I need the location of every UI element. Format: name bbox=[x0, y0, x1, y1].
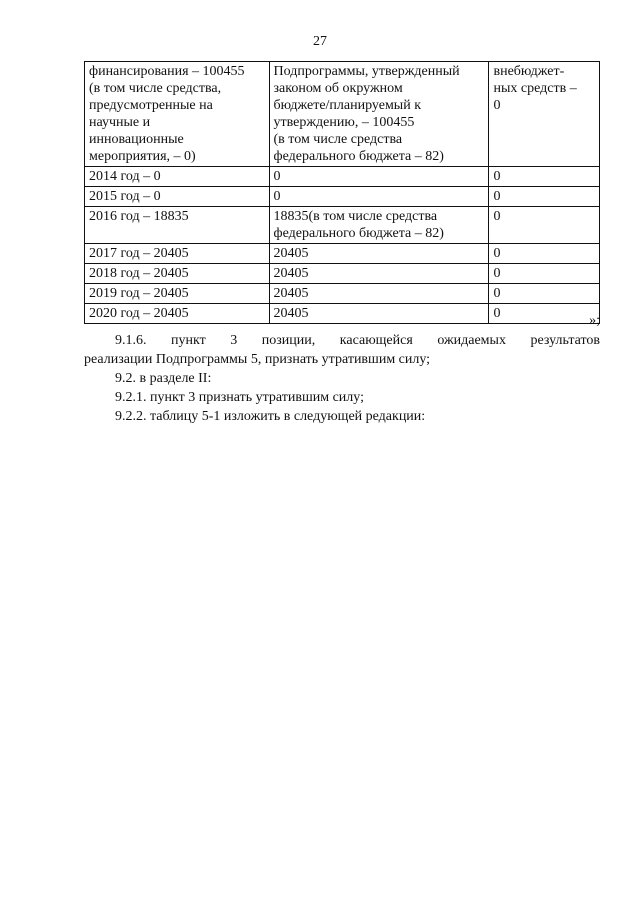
cell-line: научные и bbox=[89, 115, 151, 130]
paragraph-9-1-6 bbox=[84, 331, 600, 369]
table-cell-c1 bbox=[85, 167, 270, 187]
table-cell-c1 bbox=[85, 187, 270, 207]
financing-table bbox=[84, 61, 600, 324]
paragraph-9-1-6-line-1: 9.1.6. пункт 3 позиции, касающейся ожидаемых результатов bbox=[115, 333, 600, 348]
cell-line: 0 bbox=[493, 209, 501, 224]
cell-line: 20405 bbox=[273, 266, 309, 281]
cell-line: (в том числе средства bbox=[273, 132, 403, 147]
table-cell-c1 bbox=[85, 207, 270, 244]
closing-quote: »; bbox=[589, 313, 600, 328]
table-cell-c3 bbox=[489, 62, 600, 167]
paragraph-9-2-1: 9.2.1. пункт 3 признать утратившим силу; bbox=[115, 390, 364, 405]
cell-line: 0 bbox=[493, 98, 501, 113]
cell-line: федерального бюджета – 82) bbox=[273, 226, 444, 241]
cell-line: 2019 год – 20405 bbox=[89, 286, 189, 301]
cell-line: 20405 bbox=[273, 286, 309, 301]
table-cell-c3 bbox=[489, 244, 600, 264]
table-row bbox=[85, 284, 600, 304]
cell-line: утверждению, – 100455 bbox=[273, 115, 415, 130]
table-cell-c2 bbox=[269, 284, 489, 304]
cell-line: 0 bbox=[493, 189, 501, 204]
cell-line: федерального бюджета – 82) bbox=[273, 149, 444, 164]
table-row bbox=[85, 264, 600, 284]
table-cell-c3 bbox=[489, 187, 600, 207]
table-cell-c2 bbox=[269, 264, 489, 284]
table-cell-c3 bbox=[489, 167, 600, 187]
paragraph-9-2-2: 9.2.2. таблицу 5-1 изложить в следующей редакции: bbox=[115, 409, 426, 424]
cell-line: 2020 год – 20405 bbox=[89, 306, 189, 321]
table-cell-c3 bbox=[489, 264, 600, 284]
cell-line: 2016 год – 18835 bbox=[89, 209, 189, 224]
cell-line: 0 bbox=[273, 169, 281, 184]
table-row bbox=[85, 207, 600, 244]
table-cell-c2 bbox=[269, 62, 489, 167]
cell-line: внебюджет- bbox=[493, 64, 565, 79]
cell-line: 0 bbox=[493, 169, 501, 184]
cell-line: 20405 bbox=[273, 246, 309, 261]
table-row bbox=[85, 167, 600, 187]
table-cell-c1 bbox=[85, 264, 270, 284]
cell-line: предусмотренные на bbox=[89, 98, 213, 113]
cell-line: 20405 bbox=[273, 306, 309, 321]
cell-line: 2015 год – 0 bbox=[89, 189, 161, 204]
table-cell-c1 bbox=[85, 62, 270, 167]
table-cell-c2 bbox=[269, 244, 489, 264]
table-row bbox=[85, 62, 600, 167]
cell-line: инновационные bbox=[89, 132, 184, 147]
cell-line: законом об окружном bbox=[273, 81, 403, 96]
cell-line: 2014 год – 0 bbox=[89, 169, 161, 184]
cell-line: 0 bbox=[493, 246, 501, 261]
table-row bbox=[85, 187, 600, 207]
table-cell-c2 bbox=[269, 187, 489, 207]
table-row bbox=[85, 244, 600, 264]
cell-line: бюджете/планируемый к bbox=[273, 98, 421, 113]
cell-line: финансирования – 100455 bbox=[89, 64, 245, 79]
table-cell-c1 bbox=[85, 244, 270, 264]
table-cell-c1 bbox=[85, 284, 270, 304]
paragraph-9-2: 9.2. в разделе II: bbox=[115, 371, 212, 386]
cell-line: ных средств – bbox=[493, 81, 577, 96]
table-cell-c2 bbox=[269, 207, 489, 244]
cell-line: 2018 год – 20405 bbox=[89, 266, 189, 281]
cell-line: 0 bbox=[493, 306, 501, 321]
page-number: 27 bbox=[313, 34, 327, 49]
cell-line: 2017 год – 20405 bbox=[89, 246, 189, 261]
cell-line: (в том числе средства, bbox=[89, 81, 222, 96]
cell-line: Подпрограммы, утвержденный bbox=[273, 64, 460, 79]
table-cell-c3 bbox=[489, 207, 600, 244]
cell-line: 0 bbox=[493, 286, 501, 301]
table-cell-c2 bbox=[269, 167, 489, 187]
cell-line: 18835(в том числе средства bbox=[273, 209, 438, 224]
financing-table-body bbox=[85, 62, 600, 324]
cell-line: 0 bbox=[493, 266, 501, 281]
table-cell-c3 bbox=[489, 284, 600, 304]
paragraph-9-1-6-line-2: реализации Подпрограммы 5, признать утратившим силу; bbox=[84, 352, 431, 367]
cell-line: мероприятия, – 0) bbox=[89, 149, 196, 164]
cell-line: 0 bbox=[273, 189, 281, 204]
